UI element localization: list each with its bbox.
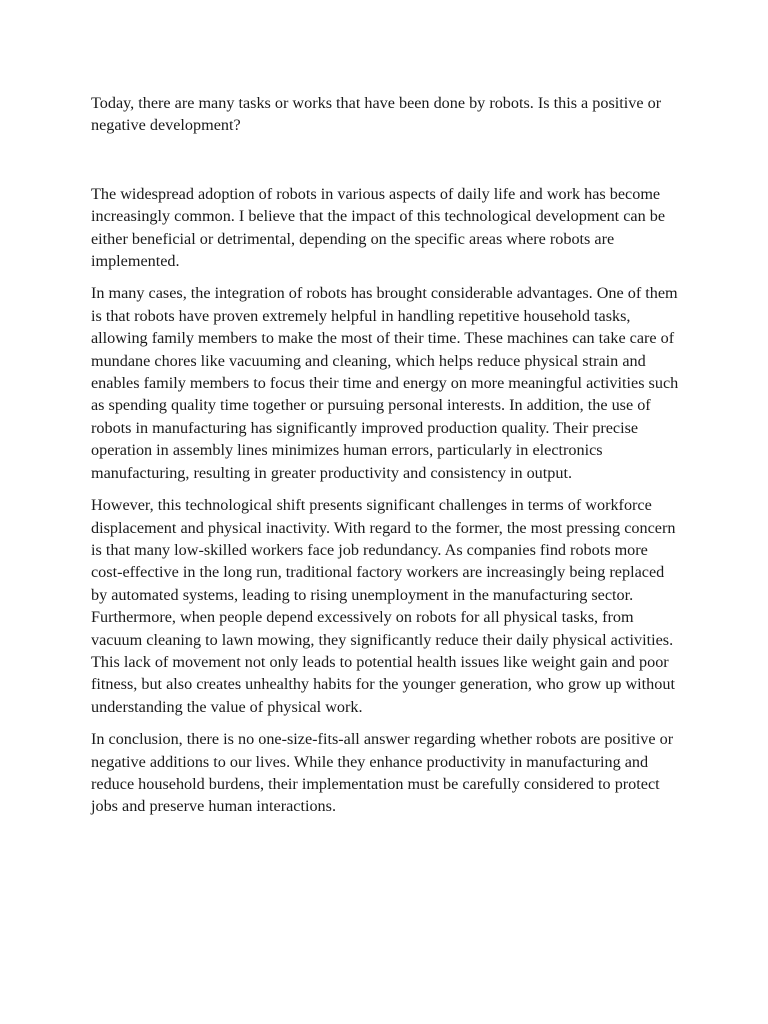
paragraph-introduction: The widespread adoption of robots in various aspects of daily life and work has become increasingly common. I believe that the impact of this technological development can be either beneficial or detrimental, depending on the specific areas where robots are implemented. [91, 184, 666, 271]
paragraph-disadvantages: However, this technological shift presents significant challenges in terms of workforce displacement and physical inactivity. With regard to the former, the most pressing concern is that many low-skilled workers face job redundancy. As companies find robots more cost-effective in the long run, traditional factory workers are increasingly being replaced by automated systems, leading to rising unemployment in the manufacturing sector. Furthermore, when people depend excessively on robots for all physical tasks, from vacuum cleaning to lawn mowing, they significantly reduce their daily physical activities. This lack of movement not only leads to potential health issues like weight gain and poor fitness, but also creates unhealthy habits for the younger generation, who grow up without understanding the value of physical work. [91, 496, 676, 716]
essay-question: Today, there are many tasks or works that have been done by robots. Is this a positive or negative development? [91, 94, 662, 135]
paragraph-advantages: In many cases, the integration of robots has brought considerable advantages. One of them is that robots have proven extremely helpful in handling repetitive household tasks, allowing family members to make the most of their time. These machines can take care of mundane chores like vacuuming and cleaning, which helps reduce physical strain and enables family members to focus their time and energy on more meaningful activities such as spending quality time together or pursuing personal interests. In addition, the use of robots in manufacturing has significantly improved production quality. Their precise operation in assembly lines minimizes human errors, particularly in electronics manufacturing, resulting in greater productivity and consistency in output. [91, 284, 679, 482]
essay-body [91, 92, 681, 828]
paragraph-conclusion: In conclusion, there is no one-size-fits-all answer regarding whether robots are positive or negative additions to our lives. While they enhance productivity in manufacturing and reduce household burdens, their implementation must be carefully considered to protect jobs and preserve human interactions. [91, 730, 674, 816]
